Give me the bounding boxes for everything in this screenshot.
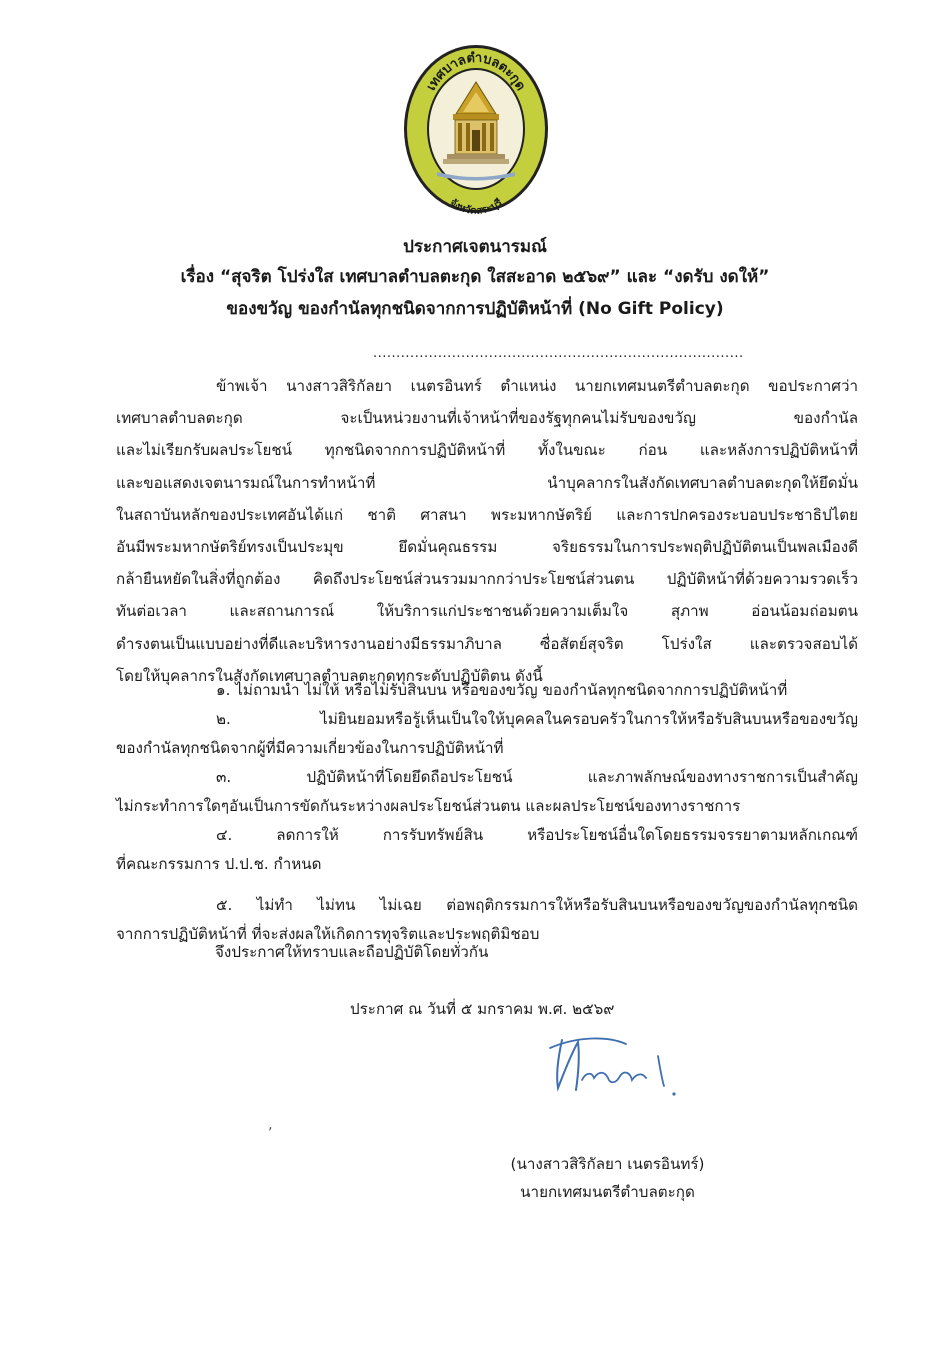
list-item-text: ๓. ปฏิบัติหน้าที่โดยยึดถือประโยชน์ และภาพลักษณ์ของทางราชการเป็นสำคัญ [216, 768, 858, 786]
body-line: อันมีพระมหากษัตริย์ทรงเป็นประมุข ยึดมั่นคุณธรรม จริยธรรมในการประพฤติปฏิบัติตนเป็นพลเมืองดี [116, 538, 858, 557]
list-item-text: ๔. ลดการให้ การรับทรัพย์สิน หรือประโยชน์อื่นใดโดยธรรมจรรยาตามหลักเกณฑ์ [216, 826, 858, 844]
list-item-continuation: ของกำนัลทุกชนิดจากผู้ที่มีความเกี่ยวข้องในการปฏิบัติหน้าที่ [116, 739, 504, 757]
body-line: กล้ายืนหยัดในสิ่งที่ถูกต้อง คิดถึงประโยชน์ส่วนรวมมากกว่าประโยชน์ส่วนตน ปฏิบัติหน้าที่ด้วยความรวดเร็ว [116, 570, 858, 589]
announcement-title: ประกาศเจตนารมณ์ [403, 237, 547, 257]
body-line: ในสถาบันหลักของประเทศอันได้แก่ ชาติ ศาสนา พระมหากษัตริย์ และการปกครองระบอบประชาธิปไตย [116, 505, 858, 524]
list-item-continuation: จากการปฏิบัติหน้าที่ ที่จะส่งผลให้เกิดการทุจริตและประพฤติมิชอบ [116, 925, 540, 943]
dotted-divider: ................................................................................ [373, 346, 744, 361]
policy-list [116, 676, 858, 949]
list-item [116, 676, 858, 705]
seal-top-text: เทศบาลตำบลตะกุด [423, 50, 529, 94]
body-line: โดยให้บุคลากรในสังกัดเทศบาลตำบลตะกุดทุกระดับปฏิบัติตน ดังนี้ [116, 666, 543, 685]
list-item-text: ๒. ไม่ยินยอมหรือรู้เห็นเป็นใจให้บุคคลในครอบครัวในการให้หรือรับสินบนหรือของขวัญ [216, 710, 858, 728]
body-paragraph [116, 370, 858, 692]
announcement-subject-line-1: เรื่อง “สุจริต โปร่งใส เทศบาลตำบลตะกุด ใสสะอาด ๒๕๖๙” และ “งดรับ งดให้” [180, 267, 770, 287]
signer-title: นายกเทศมนตรีตำบลตะกุด [520, 1183, 695, 1201]
announcement-date: ประกาศ ณ วันที่ ๕ มกราคม พ.ศ. ๒๕๖๙ [350, 1000, 615, 1018]
municipality-seal [401, 42, 551, 217]
announcement-subject-line-2: ของขวัญ ของกำนัลทุกชนิดจากการปฏิบัติหน้าที่ (No Gift Policy) [226, 299, 724, 319]
handwritten-signature [548, 1028, 698, 1113]
body-line: เทศบาลตำบลตะกุด จะเป็นหน่วยงานที่เจ้าหน้าที่ของรัฐทุกคนไม่รับของขวัญ ของกำนัล [116, 409, 858, 428]
body-line: ดำรงตนเป็นแบบอย่างที่ดีและบริหารงานอย่างมีธรรมาภิบาล ซื่อสัตย์สุจริต โปร่งใส และตรวจสอบได้ [116, 634, 858, 653]
body-line: และไม่เรียกรับผลประโยชน์ ทุกชนิดจากการปฏิบัติหน้าที่ ทั้งในขณะ ก่อน และหลังการปฏิบัติหน้าที่ [116, 441, 858, 460]
stray-mark: ‚ [268, 1117, 273, 1133]
signer-name: (นางสาวสิริกัลยา เนตรอินทร์) [510, 1155, 705, 1173]
list-item [116, 705, 858, 763]
body-line: ทันต่อเวลา และสถานการณ์ ให้บริการแก่ประชาชนด้วยความเต็มใจ สุภาพ อ่อนน้อมถ่อมตน [116, 602, 858, 621]
list-item-text: ๑. ไม่ถามนำ ไม่ให้ หรือไม่รับสินบน หรือของขวัญ ของกำนัลทุกชนิดจากการปฏิบัติหน้าที่ [216, 681, 788, 699]
body-line: และขอแสดงเจตนารมณ์ในการทำหน้าที่ นำบุคลากรในสังกัดเทศบาลตำบลตะกุดให้ยึดมั่น [116, 473, 858, 492]
seal-bottom-text: จังหวัดสระบุรี [447, 197, 505, 217]
list-item-continuation: ที่คณะกรรมการ ป.ป.ช. กำหนด [116, 855, 322, 873]
list-item-text: ๕. ไม่ทำ ไม่ทน ไม่เฉย ต่อพฤติกรรมการให้หรือรับสินบนหรือของขวัญของกำนัลทุกชนิด [216, 896, 858, 914]
list-item [116, 821, 858, 891]
list-item [116, 763, 858, 821]
closing-statement: จึงประกาศให้ทราบและถือปฏิบัติโดยทั่วกัน [215, 943, 489, 961]
list-item-continuation: ไม่กระทำการใดๆอันเป็นการขัดกันระหว่างผลประโยชน์ส่วนตน และผลประโยชน์ของทางราชการ [116, 797, 741, 815]
body-line: ข้าพเจ้า นางสาวสิริกัลยา เนตรอินทร์ ตำแหน่ง นายกเทศมนตรีตำบลตะกุด ขอประกาศว่า [216, 377, 858, 395]
